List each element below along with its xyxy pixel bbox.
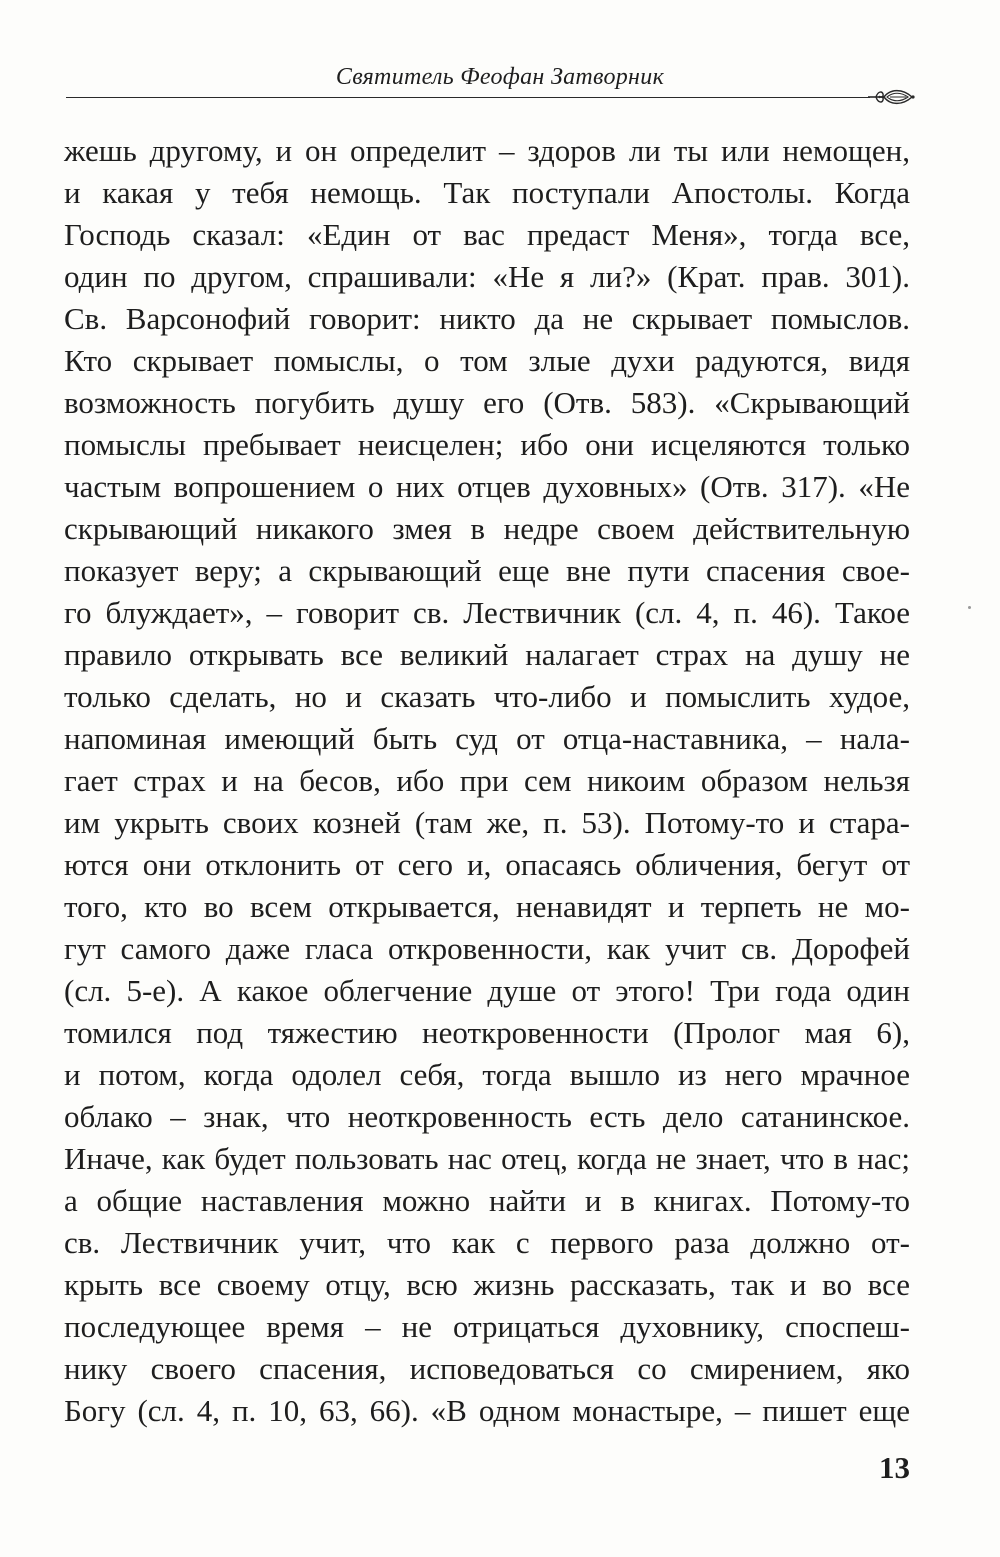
text-line: и какая у тебя немощь. Так поступали Апостолы. Когда [64,175,910,210]
text-line: того, кто во всем открывается, ненавидят и терпеть не мо- [64,889,910,924]
text-line: Богу (сл. 4, п. 10, 63, 66). «В одном монастыре, – пишет еще [64,1393,910,1428]
text-line: один по другом, спрашивали: «Не я ли?» (Крат. прав. 301). [64,259,910,294]
text-line: ются они отклонить от сего и, опасаясь обличения, бегут от [64,847,910,882]
text-line: а общие наставления можно найти и в книгах. Потому-то [64,1183,910,1218]
text-line: только сделать, но и сказать что-либо и помыслить худое, [64,679,910,714]
text-line: нику своего спасения, исповедоваться со смирением, яко [64,1351,910,1386]
page-number: 13 [879,1450,910,1485]
text-line: св. Лествичник учит, что как с первого раза должно от- [64,1225,910,1260]
body-text [64,130,910,1432]
flourish-icon [866,82,916,112]
text-line: правило открывать все великий налагает страх на душу не [64,637,910,672]
text-line: показует веру; а скрывающий еще вне пути спасения свое- [64,553,910,588]
text-line: скрывающий никакого змея в недре своем действительную [64,511,910,546]
running-title: Святитель Феофан Затворник [335,64,665,90]
text-line: го блуждает», – говорит св. Лествичник (сл. 4, п. 46). Такое [64,595,910,630]
text-line: помыслы пребывает неисцелен; ибо они исцеляются только [64,427,910,462]
text-line: облако – знак, что неоткровенность есть дело сатанинское. [64,1099,910,1134]
text-line: Господь сказал: «Един от вас предаст Меня», тогда все, [64,217,910,252]
text-line: гут самого даже гласа откровенности, как учит св. Дорофей [64,931,910,966]
text-line: томился под тяжестию неоткровенности (Пролог мая 6), [64,1015,910,1050]
text-line: крыть все своему отцу, всю жизнь рассказать, так и во все [64,1267,910,1302]
margin-speck [968,606,971,609]
text-line: Св. Варсонофий говорит: никто да не скрывает помыслов. [64,301,910,336]
text-line: им укрыть своих козней (там же, п. 53). Потому-то и стара- [64,805,910,840]
text-line: (сл. 5-е). А какое облегчение душе от этого! Три года один [64,973,910,1008]
header-rule [66,97,870,98]
text-line: частым вопрошением о них отцев духовных» (Отв. 317). «Не [64,469,910,504]
text-line: возможность погубить душу его (Отв. 583). «Скрывающий [64,385,910,420]
text-line: Иначе, как будет пользовать нас отец, когда не знает, что в нас; [64,1141,910,1176]
text-line: гает страх и на бесов, ибо при сем никоим образом нельзя [64,763,910,798]
text-line: последующее время – не отрицаться духовнику, споспеш- [64,1309,910,1344]
text-line: напоминая имеющий быть суд от отца-наставника, – нала- [64,721,910,756]
text-line: Кто скрывает помыслы, о том злые духи радуются, видя [64,343,910,378]
text-line: жешь другому, и он определит – здоров ли ты или немощен, [64,133,910,168]
text-line: и потом, когда одолел себя, тогда вышло из него мрачное [64,1057,910,1092]
